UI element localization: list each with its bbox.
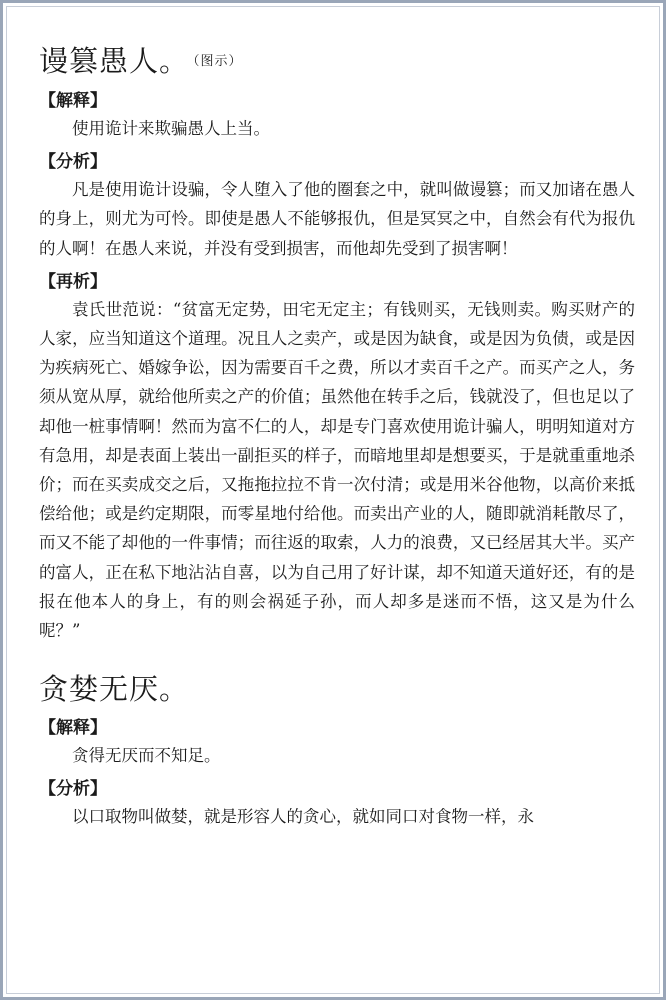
entry-1-title-text: 谩篡愚人。 — [39, 44, 190, 78]
entry-2-analysis-text: 以口取物叫做婪，就是形容人的贪心，就如同口对食物一样，永 — [72, 807, 534, 827]
entry-1-title-note: （图示） — [193, 54, 243, 69]
entry-1-reanalysis-text: 袁氏世范说：“贫富无定势，田宅无定主；有钱则买，无钱则卖。购买财产的人家，应当知道这个道理。况且人之卖产，或是因为缺食，或是因为负债，或是因为疾病死亡、婚嫁争讼，因为需要百千之费，所以才卖百千之产。而买产之人，务须从宽从厚，就给他所卖之产的价值；虽然他在转手之后，钱就没了，但也足以了却他一桩事情啊！然而为富不仁的人，却是专门喜欢使用诡计骗人，明明知道对方有急用，却是表面上装出一副拒买的样子，而暗地里却是想要买，于是就重重地杀价；而在买卖成交之后，又拖拖拉拉不肯一次付清；或是用米谷他物，以高价来抵偿给他；或是约定期限，而零星地付给他。而卖出产业的人，随即就消耗散尽了，而又不能了却他的一件事情；而往返的取索，人力的浪费，又已经居其大半。买产的富人，正在私下地沾沾自喜，以为自己用了好计谋，却不知道天道好还，有的是报在他本人的身上，有的则会祸延子孙，而人却多是迷而不悟，这又是为什么呢？” — [39, 299, 635, 641]
entry-1-explain-text: 使用诡计来欺骗愚人上当。 — [72, 119, 270, 138]
entry-2-analysis-heading: 【分析】 — [39, 779, 107, 800]
page-content — [39, 41, 635, 832]
entry-1-analysis-text: 凡是使用诡计设骗，令人堕入了他的圈套之中，就叫做谩篡；而又加诸在愚人的身上，则尤为可怜。即使是愚人不能够报仇，但是冥冥之中，自然会有代为报仇的人啊！在愚人来说，并没有受到损害，而他却先受到了损害啊！ — [39, 180, 635, 258]
entry-2-explain-text: 贪得无厌而不知足。 — [72, 746, 221, 766]
entry-1-explain-heading: 【解释】 — [39, 91, 107, 111]
entry-1-title — [39, 41, 635, 82]
entry-2-explain-heading: 【解释】 — [39, 718, 107, 739]
entry-2-title: 贪婪无厌。 — [39, 672, 190, 707]
entry-1-analysis-heading: 【分析】 — [39, 152, 107, 173]
entry-spacer — [39, 645, 635, 669]
entry-1-reanalysis-heading: 【再析】 — [39, 271, 107, 292]
